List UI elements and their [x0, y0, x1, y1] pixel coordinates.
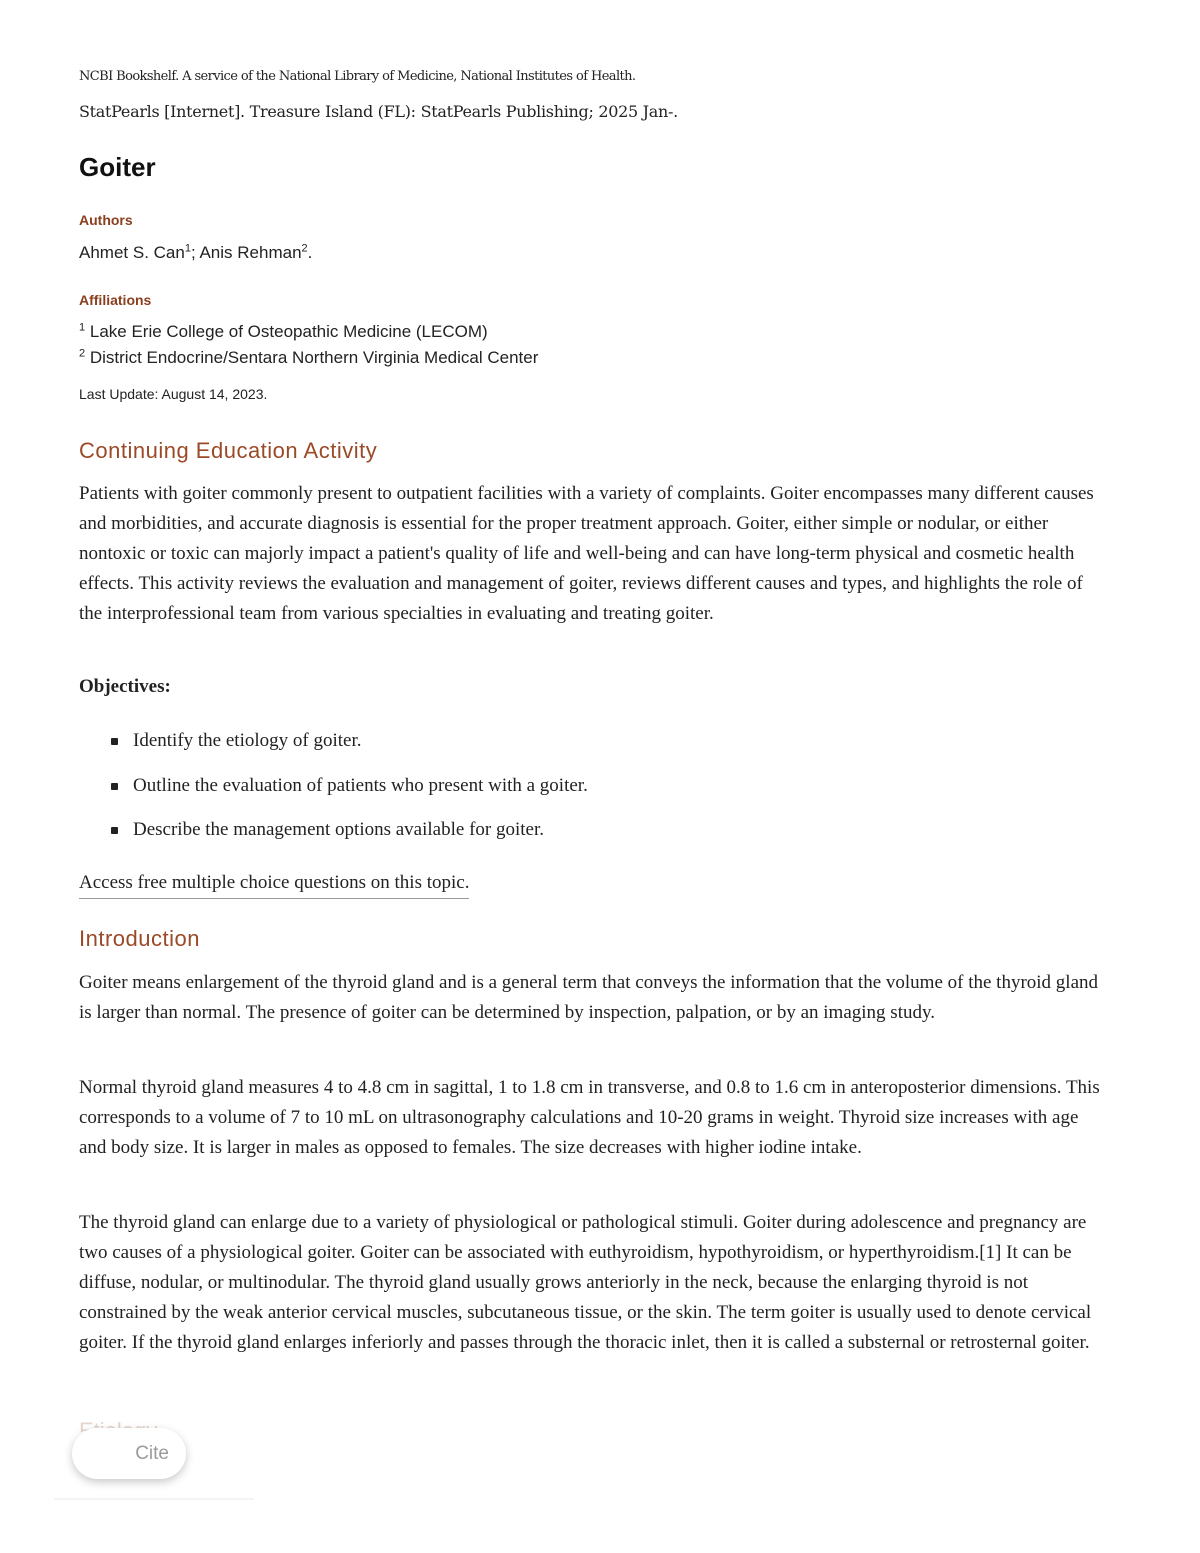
- introduction-paragraph: The thyroid gland can enlarge due to a variety of physiological or pathological stimuli. Goiter during adolescence and pregnancy are two causes of a physiological goiter. Goiter can be associated with euthyroidism, hypothyroidism, or hyperthyroidism.[1] It can be diffuse, nodular, or multinodular. The thyroid gland usually grows anteriorly in the neck, because the enlarging thyroid is not constrained by the weak anterior cervical muscles, subcutaneous tissue, or the skin. The term goiter is usually used to denote cervical goiter. If the thyroid gland enlarges inferiorly and passes through the thoracic inlet, then it is called a substernal or retrosternal goiter.: [79, 1212, 1092, 1353]
- introduction-paragraph: Goiter means enlargement of the thyroid gland and is a general term that conveys the information that the volume of the thyroid gland is larger than normal. The presence of goiter can be determined by inspection, palpation, or by an imaging study.: [79, 972, 1099, 1023]
- author-affiliation-number: 1: [184, 242, 191, 255]
- objectives-label: Objectives:: [79, 676, 171, 697]
- list-item: [111, 815, 588, 860]
- ncbi-attribution: NCBI Bookshelf. A service of the National Library of Medicine, National Institutes of Health.: [79, 69, 636, 84]
- authors-list: [79, 243, 312, 263]
- affiliation-item: [79, 348, 538, 368]
- objectives-list: [111, 726, 588, 860]
- author-affiliation-number: 2: [301, 242, 308, 255]
- author-name[interactable]: Ahmet S. Can: [79, 243, 185, 262]
- affiliation-number: 2: [79, 347, 86, 360]
- list-item: [111, 726, 588, 771]
- affiliation-item: [79, 322, 488, 342]
- section-heading-introduction: Introduction: [79, 926, 200, 951]
- continuing-education-paragraph: Patients with goiter commonly present to outpatient facilities with a variety of complaints. Goiter encompasses many different causes and morbidities, and accurate diagnosis is essential for the proper treatment approach. Goiter, either simple or nodular, or either nontoxic or toxic can majorly impact a patient's quality of life and well-being and can have long-term physical and cosmetic health effects. This activity reviews the evaluation and management of goiter, reviews different causes and types, and highlights the role of the interprofessional team from various specialties in evaluating and treating goiter.: [79, 483, 1094, 624]
- affiliations-label: Affiliations: [79, 292, 152, 308]
- access-questions-link[interactable]: Access free multiple choice questions on this topic.: [79, 868, 469, 899]
- list-item: [111, 771, 588, 816]
- book-citation: StatPearls [Internet]. Treasure Island (FL): StatPearls Publishing; 2025 Jan-.: [79, 102, 678, 121]
- cite-button[interactable]: Cite: [72, 1428, 186, 1479]
- bullet-icon: [111, 738, 118, 745]
- author-name[interactable]: Anis Rehman: [199, 243, 302, 262]
- last-update: Last Update: August 14, 2023.: [79, 386, 268, 402]
- affiliation-text: District Endocrine/Sentara Northern Virginia Medical Center: [89, 348, 539, 367]
- page-title: Goiter: [79, 152, 156, 182]
- objective-text: Identify the etiology of goiter.: [133, 730, 362, 751]
- bullet-icon: [111, 783, 118, 790]
- divider: [54, 1498, 254, 1500]
- affiliation-number: 1: [79, 321, 86, 334]
- authors-label: Authors: [79, 212, 133, 228]
- objective-text: Describe the management options available for goiter.: [133, 819, 544, 840]
- author-separator: ;: [190, 243, 200, 262]
- bullet-icon: [111, 827, 118, 834]
- author-separator: .: [307, 243, 313, 262]
- section-heading-continuing-education: Continuing Education Activity: [79, 438, 378, 463]
- affiliation-text: Lake Erie College of Osteopathic Medicine (LECOM): [89, 322, 488, 341]
- introduction-paragraph: Normal thyroid gland measures 4 to 4.8 cm in sagittal, 1 to 1.8 cm in transverse, and 0.8 to 1.6 cm in anteroposterior dimensions. This corresponds to a volume of 7 to 10 mL on ultrasonography calculations and 10-20 grams in weight. Thyroid size increases with age and body size. It is larger in males as opposed to females. The size decreases with higher iodine intake.: [79, 1077, 1100, 1158]
- objective-text: Outline the evaluation of patients who present with a goiter.: [133, 774, 588, 796]
